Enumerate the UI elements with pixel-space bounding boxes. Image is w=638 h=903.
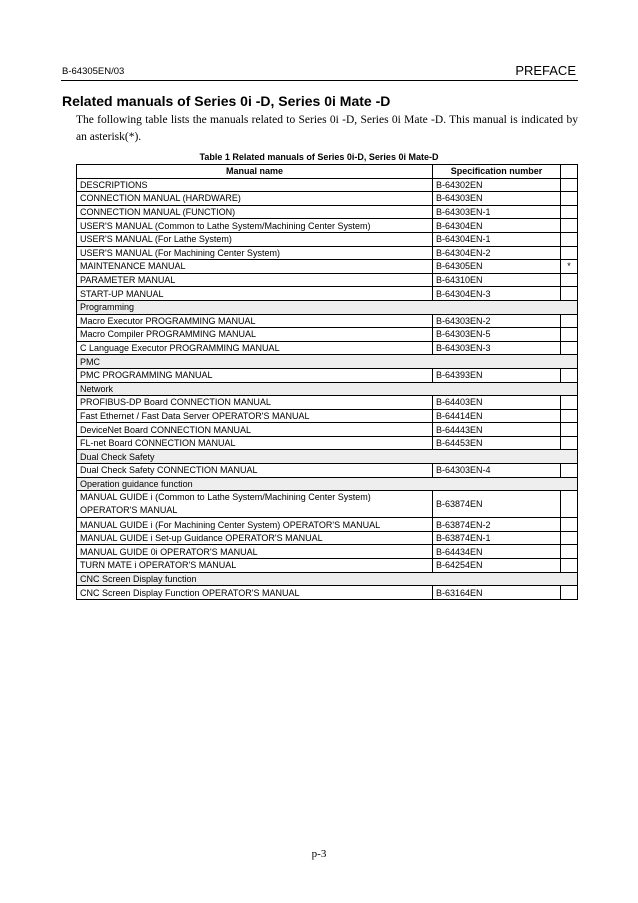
section-title: Related manuals of Series 0i -D, Series 0i Mate -D (62, 93, 391, 109)
column-header-mark (561, 165, 578, 179)
current-manual-mark (561, 559, 578, 573)
manual-name: PMC PROGRAMMING MANUAL (77, 368, 433, 382)
manual-name: CONNECTION MANUAL (HARDWARE) (77, 192, 433, 206)
table-row (77, 328, 578, 342)
manual-name: MANUAL GUIDE 0i OPERATOR'S MANUAL (77, 545, 433, 559)
current-manual-mark (561, 246, 578, 260)
manual-name: MAINTENANCE MANUAL (77, 260, 433, 274)
table-row (77, 246, 578, 260)
specification-number: B-64304EN (433, 219, 561, 233)
table-row (77, 219, 578, 233)
table-group-row (77, 450, 578, 464)
current-manual-mark (561, 232, 578, 246)
table-group-row (77, 572, 578, 586)
current-manual-mark (561, 314, 578, 328)
specification-number: B-64304EN-1 (433, 232, 561, 246)
specification-number: B-64303EN-2 (433, 314, 561, 328)
table-caption: Table 1 Related manuals of Series 0i-D, Series 0i Mate-D (199, 152, 439, 162)
current-manual-mark (561, 273, 578, 287)
manual-name: FL-net Board CONNECTION MANUAL (77, 436, 433, 450)
current-manual-mark: * (561, 260, 578, 274)
group-label: Network (77, 382, 578, 396)
manual-name: Fast Ethernet / Fast Data Server OPERATOR'S MANUAL (77, 409, 433, 423)
current-manual-mark (561, 464, 578, 478)
current-manual-mark (561, 531, 578, 545)
specification-number: B-64303EN-5 (433, 328, 561, 342)
specification-number: B-64304EN-2 (433, 246, 561, 260)
table-row (77, 464, 578, 478)
specification-number: B-64303EN-3 (433, 341, 561, 355)
table-row (77, 178, 578, 192)
current-manual-mark (561, 178, 578, 192)
specification-number: B-64453EN (433, 436, 561, 450)
table-group-row (77, 300, 578, 314)
specification-number: B-63874EN (433, 491, 561, 518)
specification-number: B-63874EN-2 (433, 518, 561, 532)
manual-name: CNC Screen Display Function OPERATOR'S MANUAL (77, 586, 433, 600)
manual-name: MANUAL GUIDE i (For Machining Center System) OPERATOR'S MANUAL (77, 518, 433, 532)
specification-number: B-64303EN-1 (433, 205, 561, 219)
table-row (77, 192, 578, 206)
current-manual-mark (561, 219, 578, 233)
specification-number: B-64443EN (433, 423, 561, 437)
group-label: Operation guidance function (77, 477, 578, 491)
table-row (77, 368, 578, 382)
document-number: B-64305EN/03 (62, 66, 125, 77)
manual-name: MANUAL GUIDE i (Common to Lathe System/Machining Center System) OPERATOR'S MANUAL (77, 491, 433, 518)
table-row (77, 436, 578, 450)
specification-number: B-64310EN (433, 273, 561, 287)
table-group-row (77, 355, 578, 369)
chapter-title: PREFACE (515, 63, 576, 78)
manual-name: CONNECTION MANUAL (FUNCTION) (77, 205, 433, 219)
manual-name: PARAMETER MANUAL (77, 273, 433, 287)
current-manual-mark (561, 423, 578, 437)
intro-paragraph: The following table lists the manuals related to Series 0i -D, Series 0i Mate -D. This manual is indicated by an asterisk(*). (76, 114, 578, 143)
column-header-manual-name: Manual name (77, 165, 433, 179)
related-manuals-table (76, 164, 578, 600)
table-group-row (77, 382, 578, 396)
table-row (77, 205, 578, 219)
specification-number: B-64414EN (433, 409, 561, 423)
manual-name: C Language Executor PROGRAMMING MANUAL (77, 341, 433, 355)
specification-number: B-64302EN (433, 178, 561, 192)
specification-number: B-64303EN (433, 192, 561, 206)
specification-number: B-63874EN-1 (433, 531, 561, 545)
manual-name: DESCRIPTIONS (77, 178, 433, 192)
manual-name: TURN MATE i OPERATOR'S MANUAL (77, 559, 433, 573)
manual-name: PROFIBUS-DP Board CONNECTION MANUAL (77, 396, 433, 410)
current-manual-mark (561, 518, 578, 532)
current-manual-mark (561, 287, 578, 301)
current-manual-mark (561, 409, 578, 423)
current-manual-mark (561, 368, 578, 382)
manual-name: START-UP MANUAL (77, 287, 433, 301)
current-manual-mark (561, 328, 578, 342)
current-manual-mark (561, 192, 578, 206)
table-body (77, 178, 578, 599)
table-row (77, 518, 578, 532)
table-row (77, 559, 578, 573)
table-row (77, 545, 578, 559)
table-header-row (77, 165, 578, 179)
table-row (77, 423, 578, 437)
table-group-row (77, 477, 578, 491)
manual-name: USER'S MANUAL (Common to Lathe System/Machining Center System) (77, 219, 433, 233)
page-number: p-3 (311, 848, 327, 860)
group-label: CNC Screen Display function (77, 572, 578, 586)
group-label: PMC (77, 355, 578, 369)
current-manual-mark (561, 586, 578, 600)
table-row (77, 491, 578, 518)
table-row (77, 232, 578, 246)
manual-name: DeviceNet Board CONNECTION MANUAL (77, 423, 433, 437)
table-row (77, 314, 578, 328)
specification-number: B-63164EN (433, 586, 561, 600)
column-header-spec-number: Specification number (433, 165, 561, 179)
manual-name: USER'S MANUAL (For Machining Center System) (77, 246, 433, 260)
manual-name: Dual Check Safety CONNECTION MANUAL (77, 464, 433, 478)
current-manual-mark (561, 436, 578, 450)
table-row (77, 396, 578, 410)
current-manual-mark (561, 545, 578, 559)
table-row (77, 531, 578, 545)
manual-name: Macro Executor PROGRAMMING MANUAL (77, 314, 433, 328)
table-row (77, 341, 578, 355)
table-row (77, 409, 578, 423)
current-manual-mark (561, 396, 578, 410)
specification-number: B-64304EN-3 (433, 287, 561, 301)
table-row (77, 586, 578, 600)
manual-name: MANUAL GUIDE i Set-up Guidance OPERATOR'S MANUAL (77, 531, 433, 545)
table-row (77, 273, 578, 287)
table-row (77, 287, 578, 301)
specification-number: B-64393EN (433, 368, 561, 382)
manual-name: USER'S MANUAL (For Lathe System) (77, 232, 433, 246)
specification-number: B-64303EN-4 (433, 464, 561, 478)
manual-name: Macro Compiler PROGRAMMING MANUAL (77, 328, 433, 342)
specification-number: B-64254EN (433, 559, 561, 573)
current-manual-mark (561, 341, 578, 355)
current-manual-mark (561, 205, 578, 219)
current-manual-mark (561, 491, 578, 518)
group-label: Programming (77, 300, 578, 314)
header-rule (61, 80, 578, 81)
group-label: Dual Check Safety (77, 450, 578, 464)
specification-number: B-64403EN (433, 396, 561, 410)
table-row (77, 260, 578, 274)
specification-number: B-64305EN (433, 260, 561, 274)
specification-number: B-64434EN (433, 545, 561, 559)
